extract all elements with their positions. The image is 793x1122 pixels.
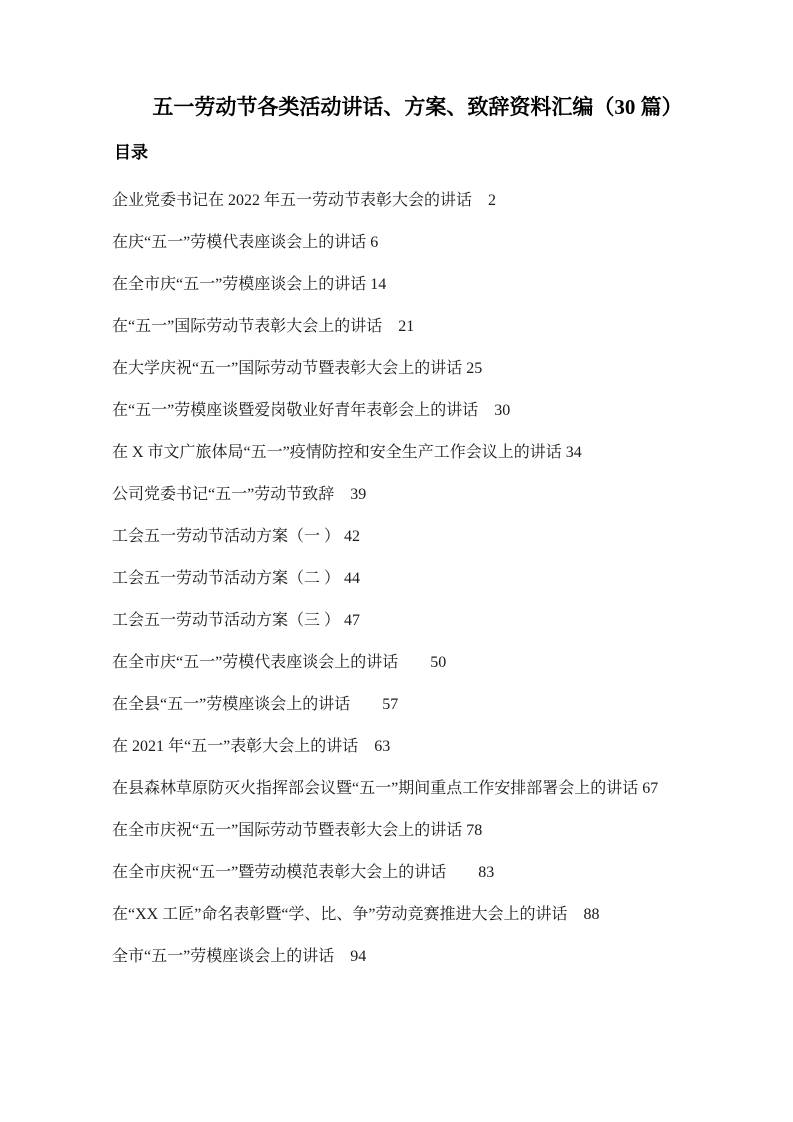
document-title: 五一劳动节各类活动讲话、方案、致辞资料汇编（30 篇） [152, 95, 683, 119]
toc-entry-separator [358, 738, 374, 755]
toc-entry-title: 工会五一劳动节活动方案（三 ） [112, 612, 341, 629]
toc-entry [80, 516, 668, 558]
toc-entry [80, 474, 668, 516]
toc-entry-title: 在县森林草原防灭火指挥部会议暨“五一”期间重点工作安排部署会上的讲话 [112, 780, 639, 797]
toc-heading: 目录 [114, 143, 148, 162]
toc-entry [80, 306, 668, 348]
toc-entry-title: 在大学庆祝“五一”国际劳动节暨表彰大会上的讲话 [112, 360, 463, 377]
toc-entry-title: 在庆“五一”劳模代表座谈会上的讲话 [112, 234, 367, 251]
toc-entry-page-number: 34 [565, 444, 582, 461]
toc-entry [80, 348, 668, 390]
toc-entry [80, 222, 668, 264]
toc-entry [80, 894, 668, 936]
toc-entry-page-number: 63 [374, 738, 391, 755]
toc-entry-separator [472, 192, 488, 209]
toc-entry-page-number: 2 [488, 192, 497, 209]
toc-entry [80, 936, 668, 978]
toc-entry [80, 558, 668, 600]
toc-entry-list [80, 180, 668, 978]
toc-entry-page-number: 78 [466, 822, 483, 839]
toc-entry-title: 在 X 市文广旅体局“五一”疫情防控和安全生产工作会议上的讲话 [112, 444, 562, 461]
toc-entry [80, 600, 668, 642]
toc-entry-page-number: 21 [398, 318, 415, 335]
toc-entry [80, 642, 668, 684]
toc-entry-separator [350, 696, 382, 713]
toc-entry-title: 在全市庆“五一”劳模代表座谈会上的讲话 [112, 654, 399, 671]
toc-entry-separator [478, 402, 494, 419]
toc-entry-separator [568, 906, 584, 923]
toc-entry-page-number: 50 [430, 654, 447, 671]
toc-entry-page-number: 30 [494, 402, 511, 419]
toc-entry-separator [382, 318, 398, 335]
toc-entry-page-number: 67 [642, 780, 659, 797]
toc-entry-separator [398, 654, 430, 671]
toc-entry-page-number: 6 [370, 234, 379, 251]
toc-entry-page-number: 88 [583, 906, 600, 923]
toc-entry-separator [334, 486, 350, 503]
toc-entry-separator [446, 864, 478, 881]
toc-entry [80, 852, 668, 894]
toc-entry-page-number: 25 [466, 360, 483, 377]
toc-entry [80, 432, 668, 474]
toc-entry-title: 在全市庆“五一”劳模座谈会上的讲话 [112, 276, 367, 293]
toc-entry-page-number: 14 [370, 276, 387, 293]
toc-entry [80, 390, 668, 432]
toc-entry-page-number: 42 [344, 528, 361, 545]
toc-entry-title: 工会五一劳动节活动方案（二 ） [112, 570, 341, 587]
toc-entry-page-number: 83 [478, 864, 495, 881]
toc-entry [80, 180, 668, 222]
toc-entry [80, 264, 668, 306]
toc-entry-title: 在全市庆祝“五一”暨劳动模范表彰大会上的讲话 [112, 864, 447, 881]
toc-entry [80, 768, 668, 810]
toc-entry-page-number: 47 [344, 612, 361, 629]
toc-entry-title: 工会五一劳动节活动方案（一 ） [112, 528, 341, 545]
toc-entry [80, 810, 668, 852]
toc-entry-title: 在“五一”劳模座谈暨爱岗敬业好青年表彰会上的讲话 [112, 402, 479, 419]
toc-entry-title: 全市“五一”劳模座谈会上的讲话 [112, 948, 335, 965]
toc-entry-title: 在全市庆祝“五一”国际劳动节暨表彰大会上的讲话 [112, 822, 463, 839]
toc-entry-title: 企业党委书记在 2022 年五一劳动节表彰大会的讲话 [112, 192, 473, 209]
toc-entry [80, 684, 668, 726]
toc-entry-title: 在“五一”国际劳动节表彰大会上的讲话 [112, 318, 383, 335]
toc-entry-title: 公司党委书记“五一”劳动节致辞 [112, 486, 335, 503]
toc-entry-separator [334, 948, 350, 965]
toc-entry [80, 726, 668, 768]
toc-entry-title: 在全县“五一”劳模座谈会上的讲话 [112, 696, 351, 713]
toc-entry-page-number: 57 [382, 696, 399, 713]
toc-entry-page-number: 39 [350, 486, 367, 503]
toc-entry-title: 在 2021 年“五一”表彰大会上的讲话 [112, 738, 359, 755]
toc-entry-page-number: 44 [344, 570, 361, 587]
toc-entry-title: 在“XX 工匠”命名表彰暨“学、比、争”劳动竞赛推进大会上的讲话 [112, 906, 568, 923]
toc-entry-page-number: 94 [350, 948, 367, 965]
